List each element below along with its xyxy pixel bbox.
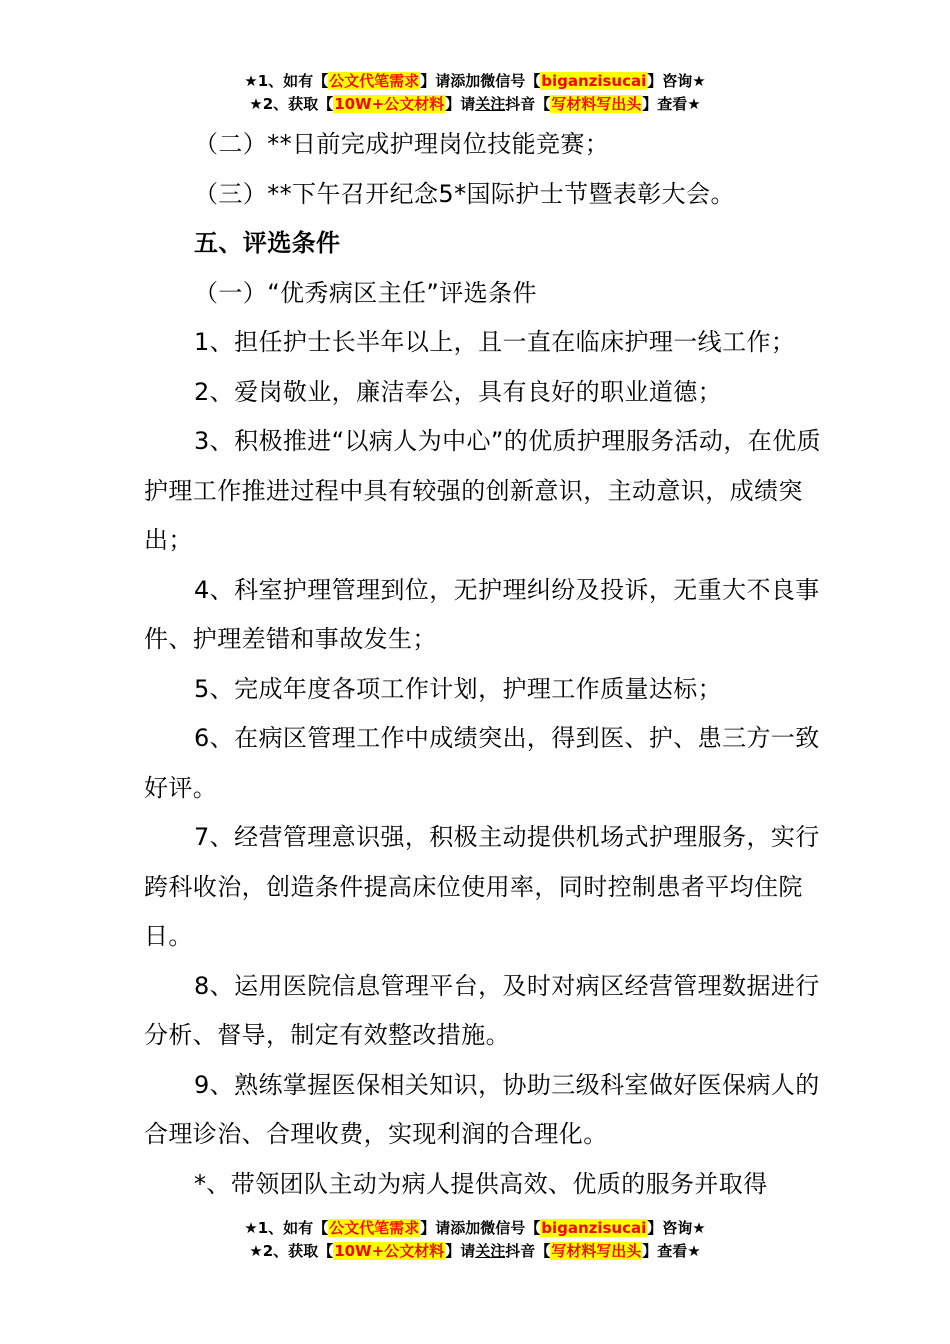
banner-text: 抖音【 <box>505 1242 551 1260</box>
paragraph: 9、熟练掌握医保相关知识，协助三级科室做好医保病人的合理诊治、合理收费，实现利润的合理化。 <box>144 1070 820 1148</box>
banner-line-2 <box>0 93 950 116</box>
banner-text: ★2、获取【 <box>249 95 334 113</box>
banner-highlight: 公文代笔需求 <box>329 1219 420 1237</box>
paragraph: *、带领团队主动为病人提供高效、优质的服务并取得 <box>194 1169 768 1198</box>
paragraph: 5、完成年度各项工作计划，护理工作质量达标； <box>194 674 723 703</box>
banner-text: 】请添加微信号【 <box>420 72 541 90</box>
paragraph: 2、爱岗敬业，廉洁奉公，具有良好的职业道德； <box>194 377 723 406</box>
banner-text: ★1、如有【 <box>244 1219 329 1237</box>
paragraph: 8、运用医院信息管理平台，及时对病区经营管理数据进行分析、督导，制定有效整改措施。 <box>144 971 820 1049</box>
banner-text: 】请 <box>445 95 476 113</box>
paragraph: 4、科室护理管理到位，无护理纠纷及投诉，无重大不良事件、护理差错和事故发生； <box>144 575 820 653</box>
paragraph: （三）**下午召开纪念5*国际护士节暨表彰大会。 <box>194 179 735 208</box>
banner-text: 】咨询★ <box>647 1219 706 1237</box>
banner-text: 】查看★ <box>642 95 701 113</box>
banner-text: 】请添加微信号【 <box>420 1219 541 1237</box>
banner-highlight: 10W+公文材料 <box>334 1242 445 1260</box>
banner-highlight: 10W+公文材料 <box>334 95 445 113</box>
banner-text: ★1、如有【 <box>244 72 329 90</box>
section-heading: 五、评选条件 <box>194 229 341 257</box>
banner-text: 】咨询★ <box>647 72 706 90</box>
header-banner <box>0 70 950 116</box>
paragraph: 1、担任护士长半年以上，且一直在临床护理一线工作； <box>194 328 796 356</box>
banner-underlined: 关注 <box>475 95 506 113</box>
banner-highlight: 公文代笔需求 <box>329 72 420 90</box>
douyin-id-highlight: 写材料写出头 <box>551 1242 642 1260</box>
banner-underlined: 关注 <box>475 1242 506 1260</box>
banner-text: 】查看★ <box>642 1242 701 1260</box>
document-body <box>144 120 824 1209</box>
paragraph: 7、经营管理意识强，积极主动提供机场式护理服务，实行跨科收治，创造条件提高床位使用率，同时控制患者平均住院日。 <box>144 823 820 950</box>
paragraph: 6、在病区管理工作中成绩突出，得到医、护、患三方一致好评。 <box>144 724 820 802</box>
banner-line-2 <box>0 1240 950 1263</box>
douyin-id-highlight: 写材料写出头 <box>551 95 642 113</box>
wechat-id-highlight: biganzisucai <box>541 1219 647 1237</box>
banner-text: 】请 <box>445 1242 476 1260</box>
footer-banner <box>0 1217 950 1263</box>
sub-heading: （一）“优秀病区主任”评选条件 <box>194 278 537 307</box>
banner-line-1 <box>0 1217 950 1240</box>
banner-text: 抖音【 <box>505 95 551 113</box>
banner-text: ★2、获取【 <box>249 1242 334 1260</box>
wechat-id-highlight: biganzisucai <box>541 72 647 90</box>
paragraph: （二）**日前完成护理岗位技能竞赛； <box>194 130 610 158</box>
banner-line-1 <box>0 70 950 93</box>
paragraph: 3、积极推进“以病人为中心”的优质护理服务活动，在优质护理工作推进过程中具有较强的创新意识，主动意识，成绩突出； <box>144 427 821 554</box>
